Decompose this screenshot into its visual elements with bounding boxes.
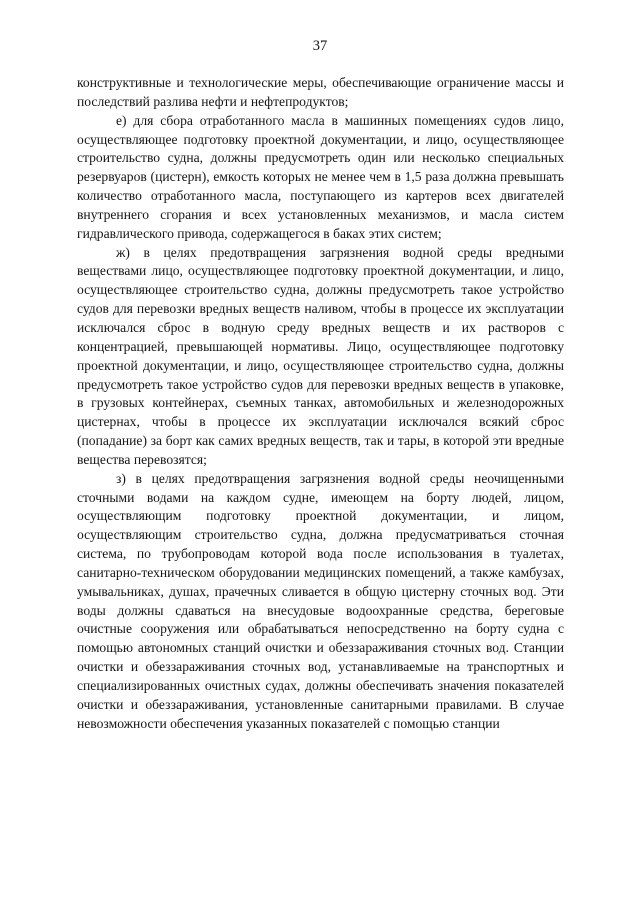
page-number: 37 [312, 38, 328, 54]
paragraph-item-z: з) в целях предотвращения загрязнения водной среды неочищенными сточными водами на каждом судне, имеющем на борту людей, лицом, осуществляющим подготовку проектной документации, и лицом, осуществляющим строительство судна, должна предусматриваться сточная система, по трубопроводам которой вода после использования в туалетах, санитарно-техническом оборудовании медицинских помещений, а также камбузах, умывальниках, душах, прачечных сливается в общую цистерну сточных вод. Эти воды должны сдаваться на внесудовые водоохранные средства, береговые очистные сооружения или обрабатываться непосредственно на борту судна с помощью автономных станций очистки и обеззараживания сточных вод. Станции очистки и обеззараживания сточных вод, устанавливаемые на транспортных и специализированных очистных судах, должны обеспечивать значения показателей очистки и обеззараживания, установленные санитарными правилами. В случае невозможности обеспечения указанных показателей с помощью станции [77, 470, 564, 731]
paragraph-item-zh: ж) в целях предотвращения загрязнения водной среды вредными веществами лицо, осуществляющее подготовку проектной документации, и лицо, осуществляющее строительство судна, должны предусмотреть такое устройство судов для перевозки вредных веществ наливом, чтобы в процессе их эксплуатации исключался сброс в водную среду вредных веществ и их растворов с концентрацией, превышающей нормативы. Лицо, осуществляющее подготовку проектной документации, и лицо, осуществляющее строительство судна, должны предусмотреть такое устройство судов для перевозки вредных веществ в упаковке, в грузовых контейнерах, съемных танках, автомобильных и железнодорожных цистернах, чтобы в процессе их эксплуатации исключался всякий сброс (попадание) за борт как самих вредных веществ, так и тары, в которой эти вредные вещества перевозятся; [77, 244, 564, 467]
body-text [77, 74, 564, 734]
paragraph-item-e: е) для сбора отработанного масла в машинных помещениях судов лицо, осуществляющее подготовку проектной документации, и лицо, осуществляющее строительство судна, должны предусмотреть один или несколько специальных резервуаров (цистерн), емкость которых не менее чем в 1,5 раза должна превышать количество отработанного масла, поступающего из картеров всех двигателей внутреннего сгорания и всех установленных механизмов, и масла систем гидравлического привода, содержащегося в баках этих систем; [77, 112, 564, 241]
paragraph-continuation: конструктивные и технологические меры, обеспечивающие ограничение массы и последствий разлива нефти и нефтепродуктов; [77, 75, 564, 109]
